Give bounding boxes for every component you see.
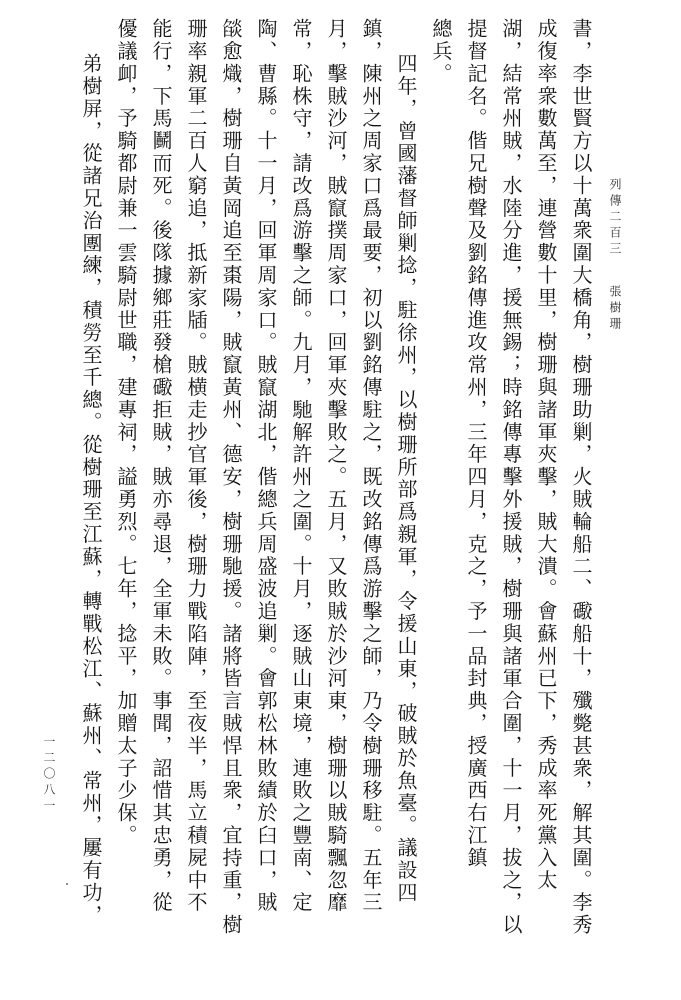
text-column-7: 鎮，陳州之周家口爲最要，初以劉銘傳駐之，既改銘傳爲游擊之師，乃令樹珊移駐。五年三: [359, 18, 383, 914]
text-column-3: 湖，結常州賊，水陸分進，援無錫；時銘傳專擊外援賊，樹珊與諸軍合圍，十一月，拔之，以: [499, 18, 523, 937]
text-column-15: 弟樹屏，從諸兄治團練，積勞至千總。從樹珊至江蘇，轉戰松江、蘇州、常州，屢有功，: [79, 53, 103, 927]
text-column-11: 燄愈熾，樹珊自黃岡追至棗陽，賊竄黃州、德安，樹珊馳援。諸將皆言賊悍且衆，宜持重，樹: [219, 18, 243, 937]
text-column-8: 月，擊賊沙河，賊竄撲周家口，回軍夾擊敗之。五月，又敗賊於沙河東，樹珊以賊騎飄忽靡: [324, 18, 348, 914]
text-column-1: 書，李世賢方以十萬衆圍大橋角，樹珊助剿，火賊輪船二、礮船十，殲斃甚衆，解其圍。李秀: [569, 18, 593, 937]
text-column-6: 四年，曾國藩督師剿捻，駐徐州，以樹珊所部爲親軍，令援山東，破賊於魚臺。議設四: [394, 53, 418, 905]
text-column-13: 能行，下馬鬭而死。後隊據鄉莊發槍礮拒賊，賊亦尋退，全軍未敗。事聞，詔惜其忠勇，從: [149, 18, 173, 914]
text-column-10: 陶、曹縣。十一月，回軍周家口。賊竄湖北，偕總兵周盛波追剿。會郭松林敗績於臼口，賊: [254, 18, 278, 914]
text-column-4: 提督記名。偕兄樹聲及劉銘傳進攻常州，三年四月，克之，予一品封典，授廣西右江鎮: [464, 18, 488, 870]
subject-label: 張樹珊: [608, 285, 622, 333]
text-column-12: 珊率親軍二百人窮追，抵新家牐。賊横走抄官軍後，樹珊力戰陷陣，至夜半，馬立積屍中不: [184, 18, 208, 914]
text-column-5: 總兵。: [429, 18, 453, 86]
chapter-label: 列傳二百三: [608, 178, 622, 258]
print-speck: [66, 883, 68, 885]
text-column-9: 常，恥株守，請改爲游擊之師。九月，馳解許州之圍。十月，逐賊山東境，連敗之豐南、定: [289, 18, 313, 914]
page-number: 一二〇八一: [42, 735, 56, 815]
text-column-2: 成復率衆數萬至，連營數十里，樹珊與諸軍夾擊，賊大潰。會蘇州已下，秀成率死黨入太: [534, 18, 558, 892]
text-column-14: 優議卹，予騎都尉兼一雲騎尉世職，建專祠，謚勇烈。七年，捻平，加贈太子少保。: [114, 18, 138, 847]
